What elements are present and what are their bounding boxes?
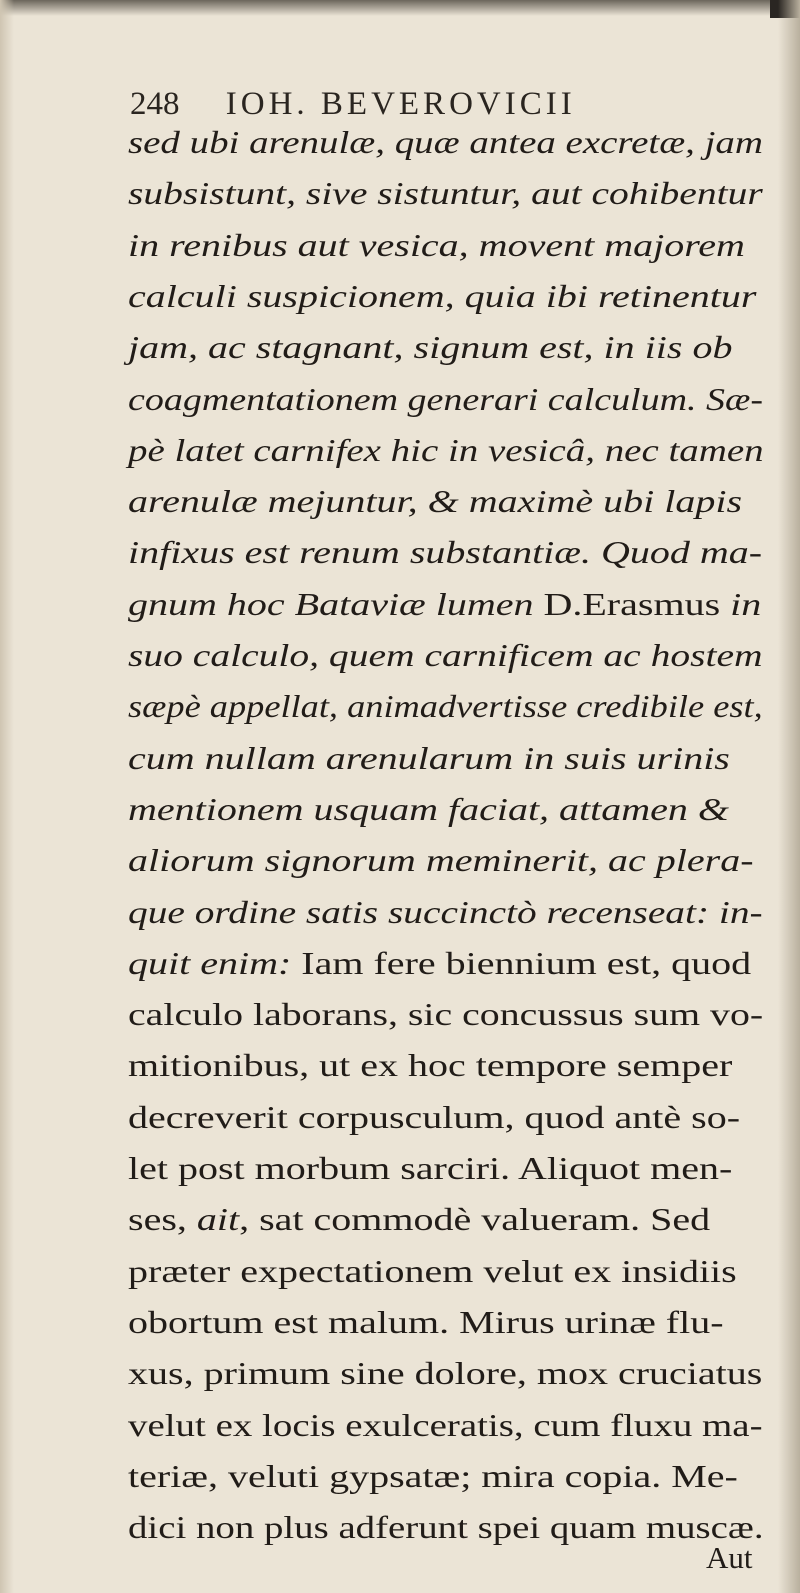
- text-line: [128, 1407, 763, 1444]
- roman-text-segment: calculo laborans, sic concussus sum vo-: [128, 996, 764, 1033]
- roman-text-segment: obortum est malum. Mirus urinæ flu-: [128, 1303, 724, 1340]
- text-line: [128, 534, 762, 571]
- text-line: [128, 278, 756, 315]
- page-top-shadow: [0, 0, 800, 16]
- page-number: 248: [130, 86, 180, 122]
- text-line: [128, 945, 751, 982]
- text-line: [128, 381, 763, 418]
- text-line: [128, 740, 730, 777]
- roman-text-segment: mitionibus, ut ex hoc tempore semper: [128, 1047, 733, 1084]
- roman-text-segment: decreverit corpusculum, quod antè so-: [128, 1098, 741, 1135]
- text-line: [128, 688, 763, 725]
- text-line: [128, 791, 729, 828]
- italic-text-segment: jam, ac stagnant, signum est, in iis ob: [128, 329, 733, 366]
- italic-text-segment: sed ubi arenulæ, quæ antea excretæ, jam: [128, 124, 764, 160]
- text-line: [128, 483, 742, 520]
- italic-text-segment: ait: [196, 1201, 240, 1238]
- text-line: [128, 432, 764, 469]
- italic-text-segment: que ordine satis succinctò recenseat: in-: [128, 893, 763, 930]
- text-line: [128, 1253, 737, 1290]
- italic-text-segment: infixus est renum substantiæ. Quod ma-: [128, 534, 763, 571]
- italic-text-segment: cum nullam arenularum in suis urinis: [128, 739, 730, 776]
- text-line: [128, 124, 763, 161]
- text-line: [128, 637, 763, 674]
- text-line: [128, 329, 732, 366]
- text-line: [128, 1201, 710, 1238]
- page-left-edge: [0, 0, 14, 1593]
- page-header: [130, 86, 576, 123]
- text-line: [128, 1458, 738, 1495]
- page-right-edge: [778, 0, 800, 1593]
- roman-text-segment: Iam fere biennium est, quod: [301, 944, 752, 981]
- italic-text-segment: pè latet carnifex hic in vesicâ, nec tamen: [128, 431, 764, 468]
- italic-text-segment: subsistunt, sive sistuntur, aut cohibentur: [128, 175, 763, 212]
- roman-text-segment: ses,: [128, 1201, 197, 1238]
- italic-text-segment: in: [720, 585, 762, 622]
- text-line: [128, 1099, 740, 1136]
- italic-text-segment: quit enim:: [128, 944, 302, 981]
- text-line: [128, 1150, 732, 1187]
- text-line: [128, 996, 763, 1033]
- roman-text-segment: D.Erasmus: [543, 585, 721, 622]
- text-line: [128, 1304, 724, 1341]
- italic-text-segment: mentionem usquam faciat, attamen &: [128, 790, 730, 827]
- roman-text-segment: , sat commodè valueram. Sed: [239, 1201, 711, 1238]
- running-title: IOH. BEVEROVICII: [225, 86, 576, 122]
- italic-text-segment: in renibus aut vesica, movent majorem: [128, 226, 745, 263]
- italic-text-segment: arenulæ mejuntur, & maximè ubi lapis: [128, 483, 743, 520]
- roman-text-segment: let post morbum sarciri. Aliquot men-: [128, 1150, 733, 1186]
- italic-text-segment: aliorum signorum meminerit, ac plera-: [128, 842, 754, 879]
- roman-text-segment: xus, primum sine dolore, mox cruciatus: [128, 1355, 763, 1392]
- text-line: [128, 1047, 732, 1084]
- italic-text-segment: coagmentationem generari calculum. Sæ-: [128, 380, 763, 417]
- text-line: [128, 586, 761, 623]
- italic-text-segment: sæpè appellat, animadvertisse credibile est,: [128, 688, 763, 725]
- text-line: [128, 1355, 762, 1392]
- roman-text-segment: præter expectationem velut ex insidiis: [128, 1252, 737, 1289]
- roman-text-segment: teriæ, veluti gypsatæ; mira copia. Me-: [128, 1457, 738, 1494]
- text-line: [128, 175, 763, 212]
- text-line: [128, 894, 763, 931]
- roman-text-segment: dici non plus adferunt spei quam muscæ.: [128, 1509, 764, 1546]
- text-line: [128, 842, 754, 879]
- catchword: Aut: [706, 1540, 753, 1575]
- italic-text-segment: suo calculo, quem carnificem ac hostem: [128, 637, 763, 673]
- italic-text-segment: gnum hoc Bataviæ lumen: [128, 585, 544, 622]
- text-line: [128, 227, 745, 264]
- text-line: [128, 1509, 764, 1546]
- italic-text-segment: calculi suspicionem, quia ibi retinentur: [128, 277, 757, 314]
- roman-text-segment: velut ex locis exulceratis, cum fluxu ma-: [128, 1406, 763, 1443]
